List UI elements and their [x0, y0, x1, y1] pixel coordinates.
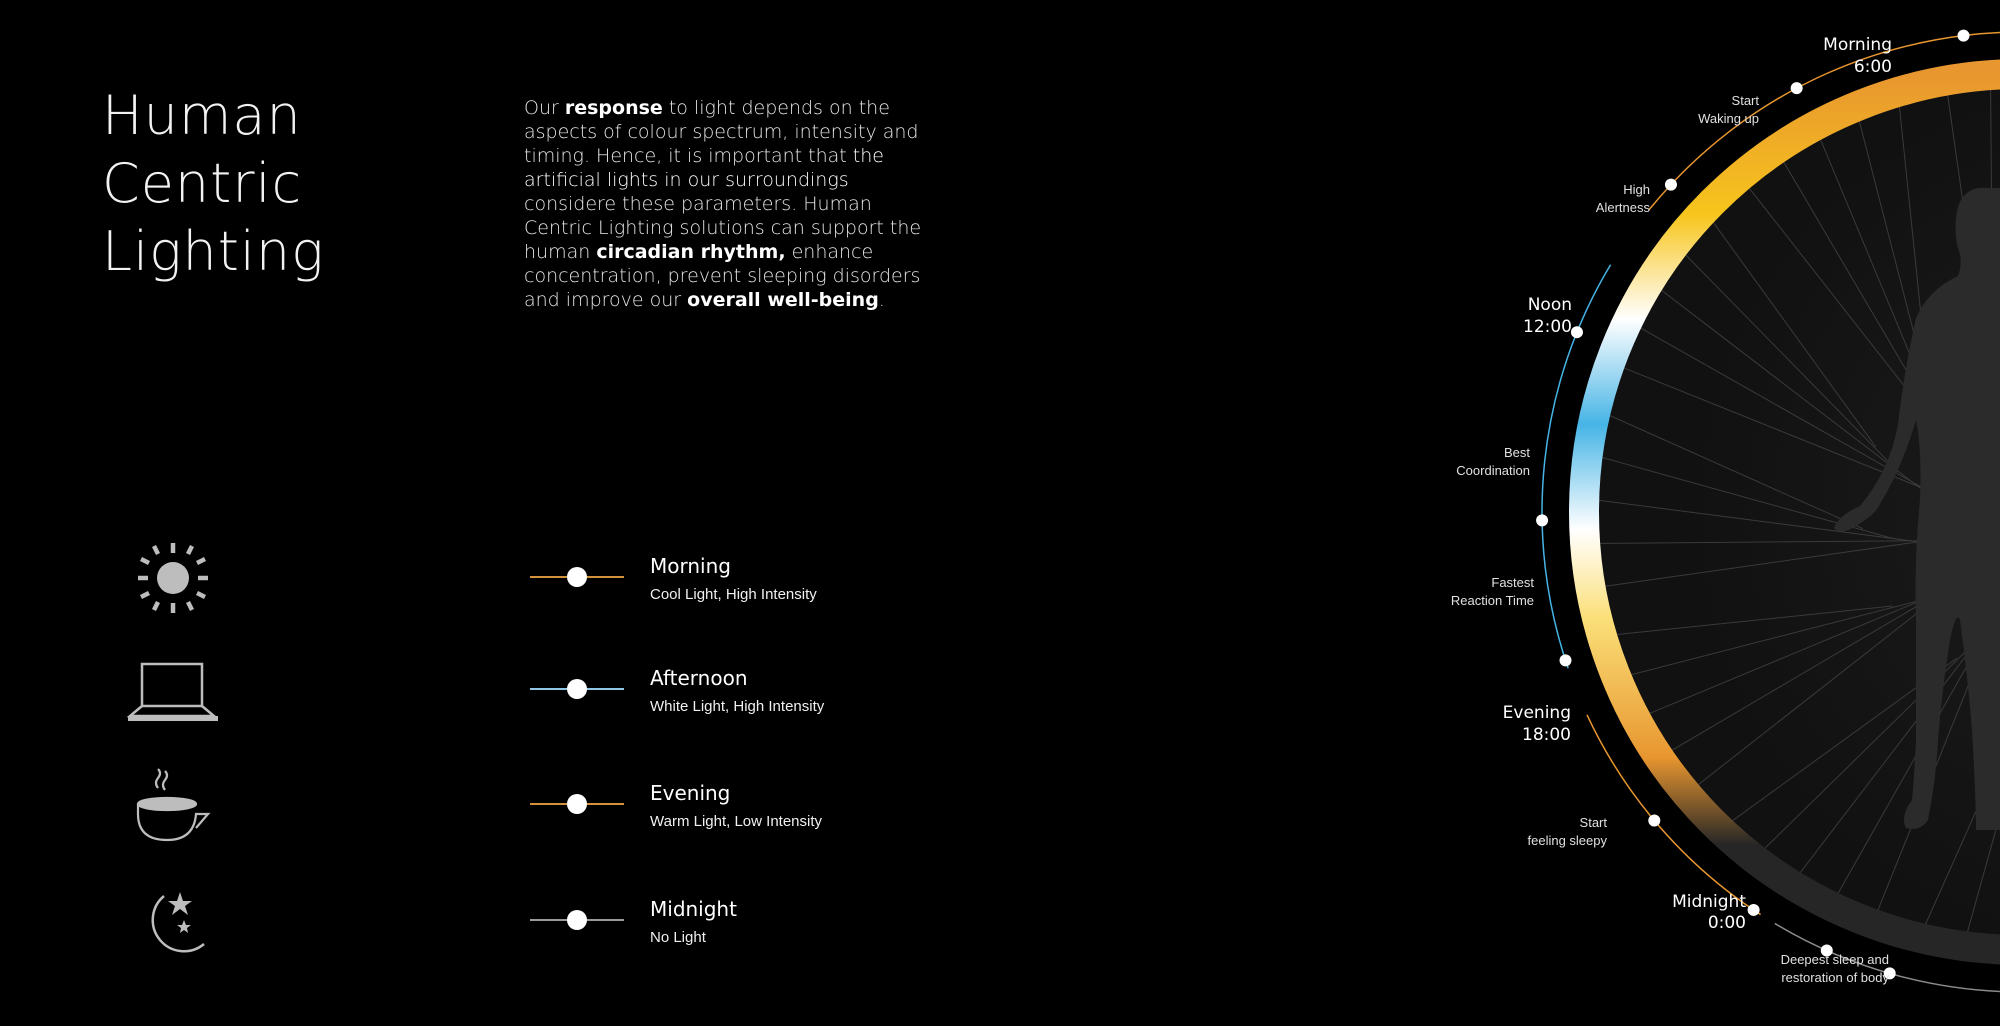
legend-subtitle: No Light [650, 929, 706, 946]
time-midnight-value: 0:00 [1707, 913, 1746, 933]
dial-marker [1559, 654, 1571, 666]
event-deepest-sleep-line2: restoration of body [1781, 970, 1889, 985]
legend-title: Midnight [650, 897, 737, 921]
time-evening-value: 18:00 [1522, 725, 1571, 745]
event-best-coordination-line1: Best [1503, 445, 1530, 460]
time-evening-name: Evening [1502, 703, 1571, 723]
dial-marker [1958, 30, 1970, 42]
title-line-1: Human [102, 84, 302, 147]
event-deepest-sleep-line1: Deepest sleep and [1780, 952, 1889, 967]
legend-subtitle: White Light, High Intensity [650, 698, 825, 715]
event-fastest-reaction-line1: Fastest [1491, 575, 1534, 590]
intro-text: to light depends on the aspects of colour spectrum, intensity and timing. Hence, it is important that [524, 97, 919, 167]
legend-title: Morning [650, 554, 731, 578]
event-start-waking-line2: Waking up [1698, 111, 1759, 126]
event-high-alertness-line2: Alertness [1595, 200, 1650, 215]
intro-text: . [878, 289, 885, 311]
event-start-waking-line1: Start [1731, 93, 1759, 108]
dial-marker [1571, 326, 1583, 338]
intro-text: Our [524, 97, 565, 119]
dial-marker [1665, 179, 1677, 191]
dial-marker [1648, 815, 1660, 827]
legend-title: Afternoon [650, 666, 748, 690]
event-start-sleepy-line1: Start [1579, 815, 1607, 830]
time-midnight-name: Midnight [1672, 892, 1746, 912]
intro-text: considere these parameters. Human Centric Lighting solutions can support the human [524, 193, 922, 263]
event-start-sleepy-line2: feeling sleepy [1527, 833, 1607, 848]
event-best-coordination-line2: Coordination [1456, 463, 1530, 478]
event-fastest-reaction-line2: Reaction Time [1450, 593, 1534, 608]
dial-marker [1748, 904, 1760, 916]
intro-text: enhance concentration, prevent sleeping disorders and improve our [524, 241, 921, 311]
intro-bold-response: response [564, 97, 663, 119]
intro-bold-circadian: circadian rhythm, [596, 241, 786, 263]
time-noon-value: 12:00 [1523, 317, 1572, 337]
event-high-alertness-line1: High [1623, 182, 1650, 197]
legend-subtitle: Cool Light, High Intensity [650, 586, 817, 603]
intro-bold-wellbeing: overall well-being [687, 289, 879, 311]
dial-marker [1536, 514, 1548, 526]
legend-title: Evening [650, 781, 731, 805]
intro-emphasis: the artificial lights in our surroundings [524, 145, 884, 191]
time-morning-name: Morning [1823, 35, 1892, 55]
time-noon-name: Noon [1527, 295, 1572, 315]
legend-subtitle: Warm Light, Low Intensity [650, 813, 823, 830]
time-morning-value: 6:00 [1853, 57, 1892, 77]
title-line-3: Lighting [102, 220, 325, 283]
title-line-2: Centric [102, 152, 303, 215]
dial-marker [1791, 82, 1803, 94]
